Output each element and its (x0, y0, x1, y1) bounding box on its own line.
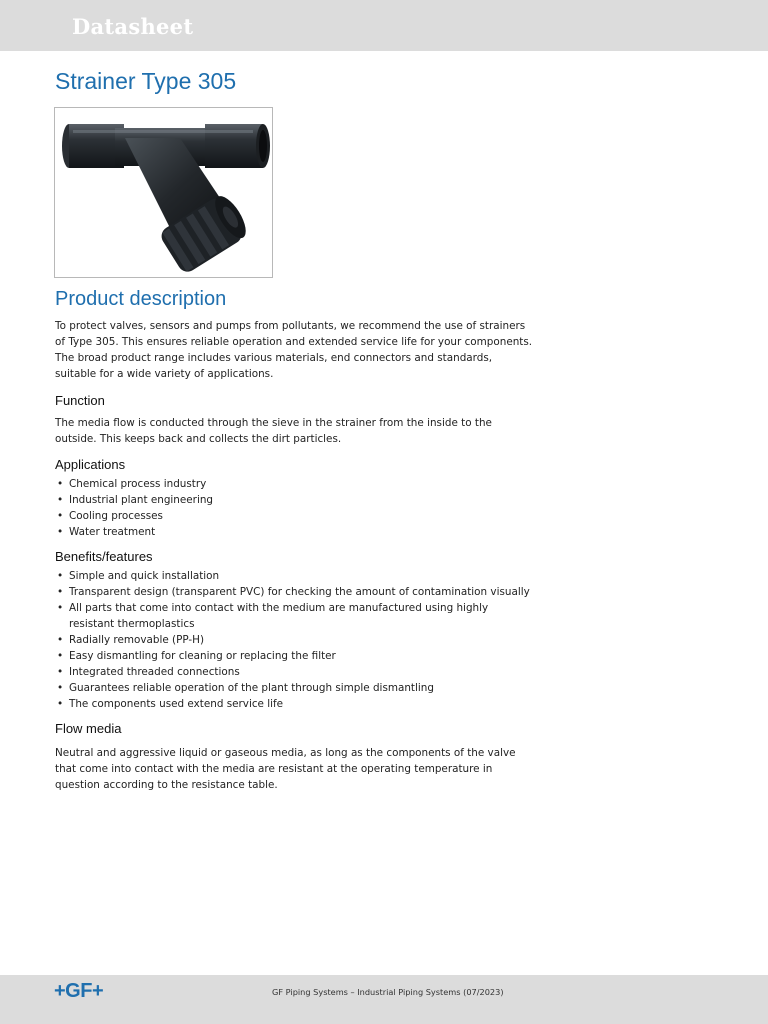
list-item: • All parts that come into contact with the medium are manufactured using highly resistant thermoplastics (55, 600, 535, 632)
list-item: • Easy dismantling for cleaning or replacing the filter (55, 648, 535, 664)
list-item: • Simple and quick installation (55, 568, 535, 584)
list-item: • Water treatment (55, 524, 535, 540)
footer-text: GF Piping Systems – Industrial Piping Systems (07/2023) (272, 987, 504, 997)
flow-media-heading: Flow media (55, 721, 122, 736)
flow-media-text: Neutral and aggressive liquid or gaseous media, as long as the components of the valve that come into contact with the media are resistant at the operating temperature in question according to the resistance table. (55, 747, 516, 791)
function-text: The media flow is conducted through the sieve in the strainer from the inside to the outside. This keeps back and collects the dirt particles. (55, 417, 492, 445)
strainer-illustration (55, 108, 272, 277)
list-item: • Chemical process industry (55, 476, 535, 492)
list-item: • Radially removable (PP-H) (55, 632, 535, 648)
applications-heading: Applications (55, 457, 126, 472)
list-item: • The components used extend service life (55, 696, 535, 712)
applications-list (55, 476, 535, 540)
list-item: • Cooling processes (55, 508, 535, 524)
header-label: Datasheet (72, 14, 194, 39)
intro-paragraph: To protect valves, sensors and pumps from pollutants, we recommend the use of strainers of Type 305. This ensures reliable operation and extended service life for your components. The broad product range includes various materials, end connectors and standards, suitable for a wide variety of applications. (55, 320, 533, 380)
product-image (54, 107, 273, 278)
list-item: • Transparent design (transparent PVC) for checking the amount of contamination visually (55, 584, 535, 600)
page-title: Strainer Type 305 (55, 68, 237, 94)
benefits-heading: Benefits/features (55, 549, 153, 564)
list-item: • Guarantees reliable operation of the plant through simple dismantling (55, 680, 535, 696)
gf-logo: +GF+ (54, 980, 104, 1002)
benefits-list (55, 568, 535, 712)
content-body (55, 318, 535, 793)
footer-bar (0, 975, 768, 1024)
list-item: • Integrated threaded connections (55, 664, 535, 680)
section-title-product-description: Product description (55, 288, 227, 310)
function-heading: Function (55, 393, 105, 408)
list-item: • Industrial plant engineering (55, 492, 535, 508)
